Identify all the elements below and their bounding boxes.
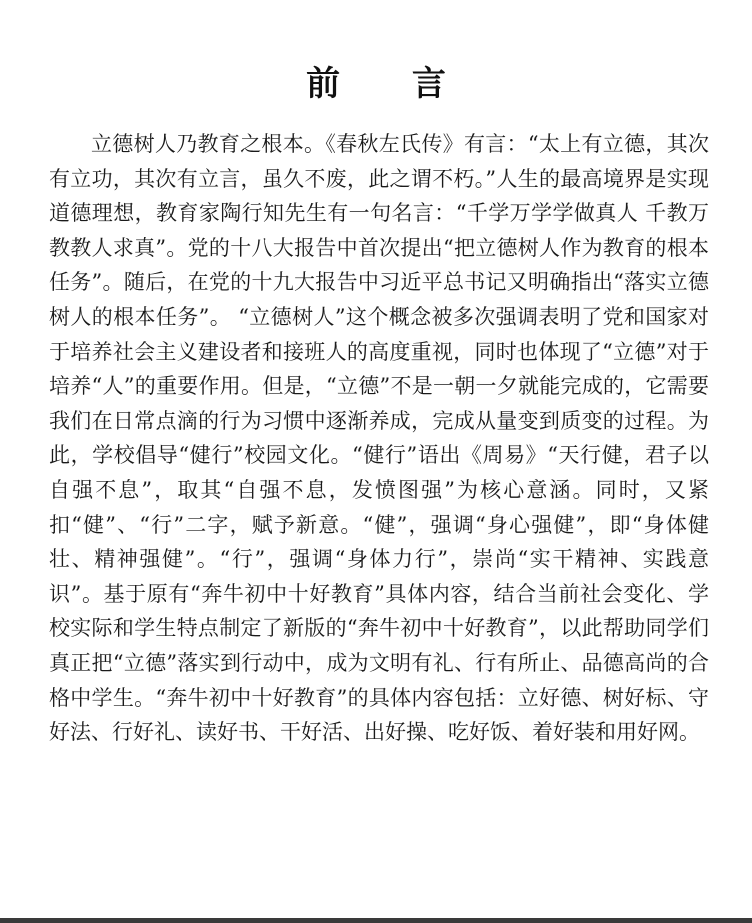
page-bottom-border: [0, 918, 752, 923]
preface-paragraph: 立德树人乃教育之根本。《春秋左氏传》有言：“太上有立德，其次有立功，其次有立言，虽久不废，此之谓不朽。”人生的最高境界是实现道德理想，教育家陶行知先生有一句名言：“千学万学学做真人 千教万教教人求真”。党的十八大报告中首次提出“把立德树人作为教育的根本任务”。随后，在党的十九大报告中习近平总书记又明确指出“落实立德树人的根本任务”。 “立德树人”这个概念被多次强调表明了党和国家对于培养社会主义建设者和接班人的高度重视，同时也体现了“立德”对于培养“人”的重要作用。但是，“立德”不是一朝一夕就能完成的，它需要我们在日常点滴的行为习惯中逐渐养成，完成从量变到质变的过程。为此，学校倡导“健行”校园文化。“健行”语出《周易》“天行健，君子以自强不息”，取其“自强不息，发愤图强”为核心意涵。同时，又紧扣“健”、“行”二字，赋予新意。“健”，强调“身心强健”，即“身体健壮、精神强健”。“行”，强调“身体力行”，崇尚“实干精神、实践意识”。基于原有“奔牛初中十好教育”具体内容，结合当前社会变化、学校实际和学生特点制定了新版的“奔牛初中十好教育”，以此帮助同学们真正把“立德”落实到行动中，成为文明有礼、行有所止、品德高尚的合格中学生。“奔牛初中十好教育”的具体内容包括：立好德、树好标、守好法、行好礼、读好书、干好活、出好操、吃好饭、着好装和用好网。: [49, 132, 709, 745]
page-title: 前 言: [306, 63, 476, 104]
